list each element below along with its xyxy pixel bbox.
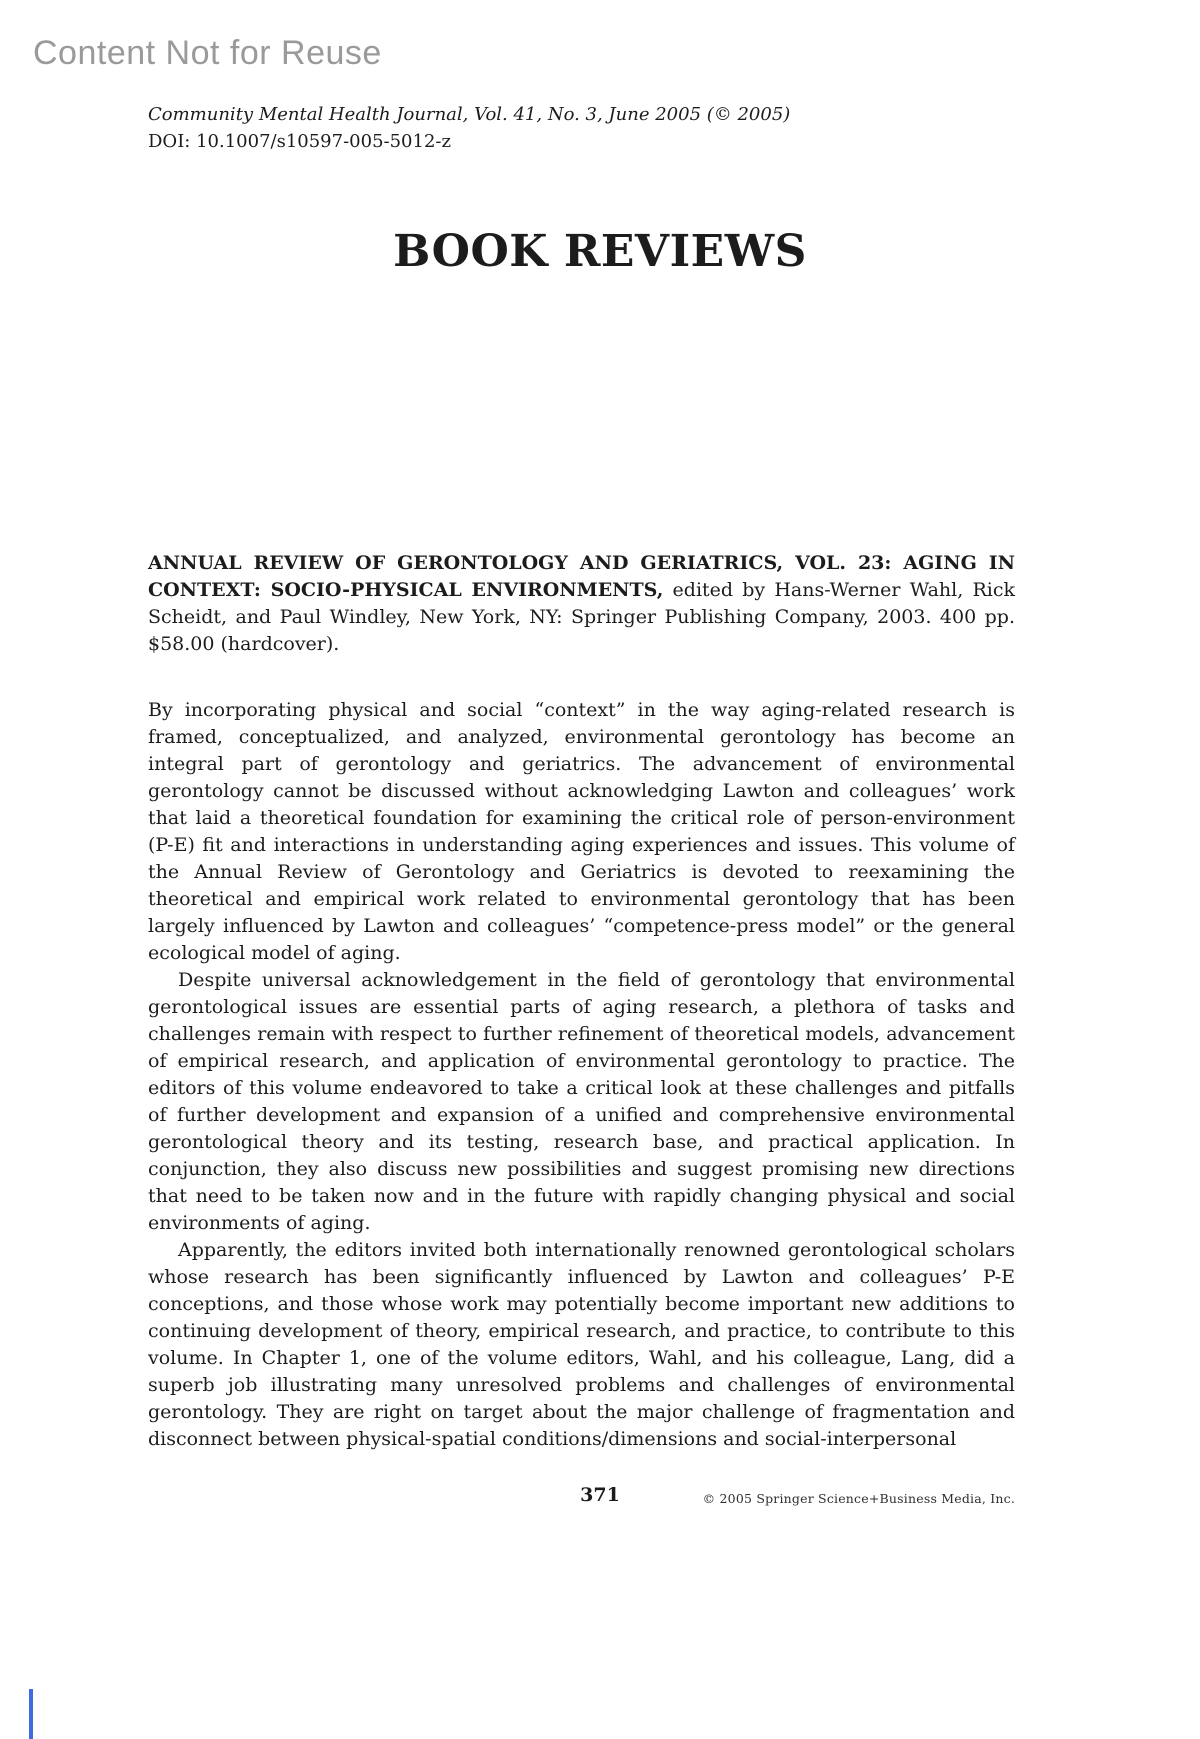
journal-citation-line: Community Mental Health Journal, Vol. 41, No. 3, June 2005 (© 2005) (148, 104, 791, 125)
review-paragraph-2: Despite universal acknowledgement in the field of gerontology that environmental gerontological issues are essential parts of aging research, a plethora of tasks and challenges remain with respect to further refinement of theoretical models, advancement of empirical research, and application of environmental gerontology to practice. The editors of this volume endeavored to take a critical look at these challenges and pitfalls of further development and expansion of a unified and comprehensive environmental gerontological theory and its testing, research base, and practical application. In conjunction, they also discuss new possibilities and suggest promising new directions that need to be taken now and in the future with rapidly changing physical and social environments of aging. (148, 969, 1015, 1234)
review-body (148, 697, 1015, 1453)
selection-mark (29, 1689, 33, 1739)
book-title: ANNUAL REVIEW OF GERONTOLOGY AND GERIATRICS, VOL. 23: AGING IN CONTEXT: SOCIO-PHYSICAL ENVIRONMENTS, (148, 552, 1015, 601)
page-title: BOOK REVIEWS (393, 226, 807, 277)
page-number: 371 (580, 1484, 620, 1506)
review-paragraph-1: By incorporating physical and social “context” in the way aging-related research is framed, conceptualized, and analyzed, environmental gerontology has become an integral part of gerontology and geriatrics. The advancement of environmental gerontology cannot be discussed without acknowledging Lawton and colleagues’ work that laid a theoretical foundation for examining the critical role of person-environment (P-E) fit and interactions in understanding aging experiences and issues. This volume of the Annual Review of Gerontology and Geriatrics is devoted to reexamining the theoretical and empirical work related to environmental gerontology that has been largely influenced by Lawton and colleagues’ “competence-press model” or the general ecological model of aging. (148, 699, 1015, 964)
book-publication-info: edited by Hans-Werner Wahl, Rick Scheidt, and Paul Windley, New York, NY: Springer Publishing Company, 2003. 400 pp. $58.00 (hardcover). (148, 579, 1015, 655)
content-reuse-watermark: Content Not for Reuse (33, 34, 382, 72)
doi-line: DOI: 10.1007/s10597-005-5012-z (148, 131, 451, 152)
review-paragraph-3: Apparently, the editors invited both internationally renowned gerontological scholars whose research has been significantly influenced by Lawton and colleagues’ P-E conceptions, and those whose work may potentially become important new additions to continuing development of theory, empirical research, and practice, to contribute to this volume. In Chapter 1, one of the volume editors, Wahl, and his colleague, Lang, did a superb job illustrating many unresolved problems and challenges of environmental gerontology. They are right on target about the major challenge of fragmentation and disconnect between physical-spatial conditions/dimensions and social-interpersonal (148, 1239, 1015, 1450)
copyright-notice: © 2005 Springer Science+Business Media, Inc. (702, 1491, 1015, 1506)
book-citation (148, 550, 1015, 658)
